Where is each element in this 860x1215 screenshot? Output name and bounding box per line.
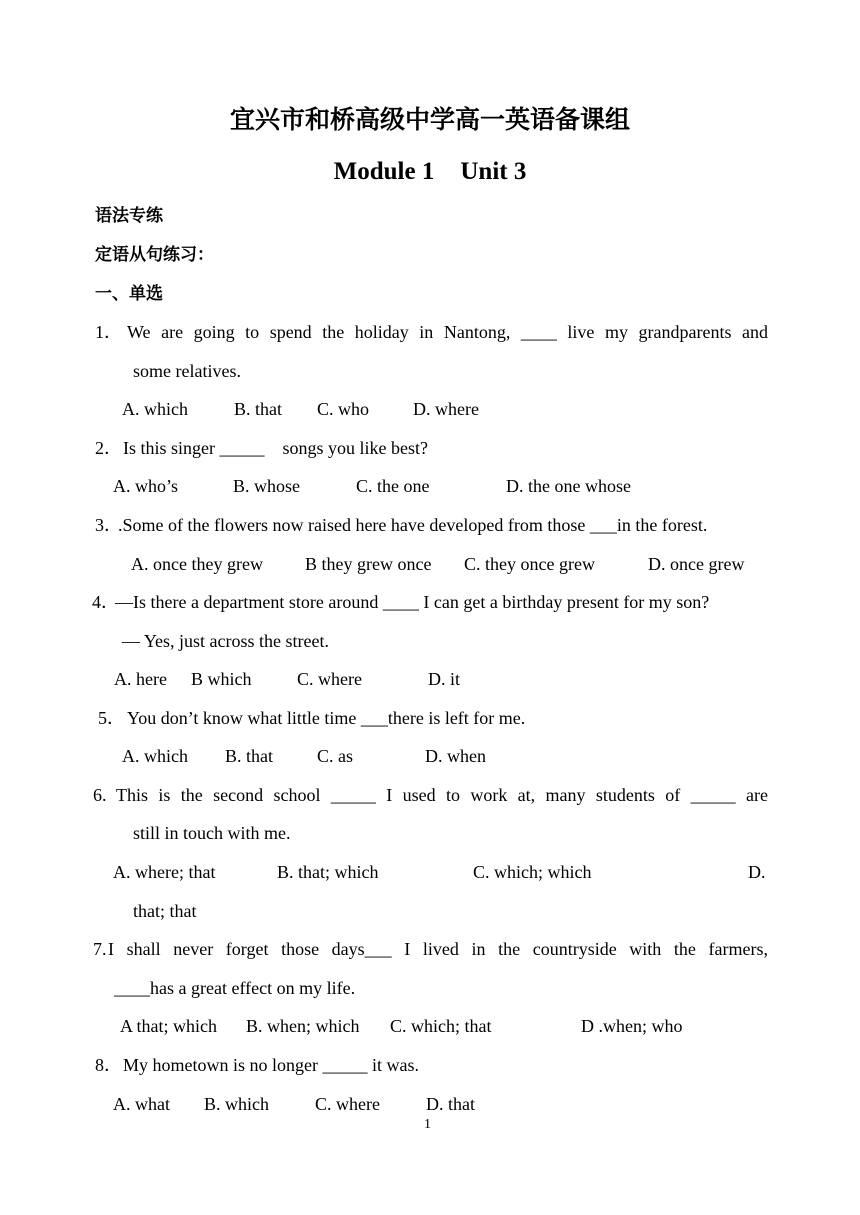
- question-text: This is the second school _____ I used to work at, many students of _____ are: [116, 785, 768, 805]
- option-d: D. it: [428, 669, 461, 689]
- question-number: 6.: [93, 785, 107, 805]
- unit-label: Unit 3: [460, 158, 527, 185]
- module-label: Module 1: [333, 158, 435, 185]
- question-text: .Some of the flowers now raised here have developed from those ___in the forest.: [118, 515, 708, 535]
- question-text-cont: some relatives.: [133, 361, 241, 381]
- option-a: A. where; that: [113, 862, 216, 882]
- module-unit-title: [0, 156, 860, 188]
- question-number: 7.: [93, 939, 107, 959]
- option-c: C. where: [297, 669, 362, 689]
- question-number: 3．: [95, 515, 122, 535]
- option-b: B. that: [234, 399, 282, 419]
- option-a: A. who’s: [113, 476, 179, 496]
- option-b: B. that: [225, 746, 273, 766]
- section-attributive-clause: 定语从句练习：: [95, 245, 214, 265]
- option-c: C. which; which: [473, 862, 592, 882]
- option-c: C. as: [317, 746, 353, 766]
- option-b: B which: [191, 669, 252, 689]
- option-a: A. which: [122, 746, 188, 766]
- option-a: A. which: [122, 399, 188, 419]
- question-number: 2．: [95, 438, 122, 458]
- document-title-cn: 宜兴市和桥高级中学高一英语备课组: [229, 105, 630, 134]
- option-c: C. the one: [356, 476, 430, 496]
- option-d-text: that; that: [133, 901, 197, 921]
- page-number: 1: [424, 1117, 431, 1132]
- option-a: A. what: [113, 1094, 170, 1114]
- question-text-cont: ____has a great effect on my life.: [114, 978, 356, 998]
- option-a: A. here: [114, 669, 167, 689]
- option-d: D .when; who: [581, 1016, 683, 1036]
- option-c: C. they once grew: [464, 554, 595, 574]
- question-text: You don’t know what little time ___there is left for me.: [127, 708, 526, 728]
- option-c: C. where: [315, 1094, 380, 1114]
- question-number: 1．: [95, 322, 122, 342]
- question-text: Is this singer _____ songs you like best?: [123, 438, 428, 458]
- question-text-cont: — Yes, just across the street.: [122, 631, 329, 651]
- option-d: D. where: [413, 399, 479, 419]
- option-b: B they grew once: [305, 554, 432, 574]
- question-text: My hometown is no longer _____ it was.: [123, 1055, 419, 1075]
- option-b: B. whose: [233, 476, 300, 496]
- question-number: 4．: [92, 592, 119, 612]
- question-text: —Is there a department store around ____ I can get a birthday present for my son?: [115, 592, 710, 612]
- option-d: D. that: [426, 1094, 475, 1114]
- question-text: I shall never forget those days___ I lived in the countryside with the farmers,: [108, 939, 768, 959]
- option-d: D. once grew: [648, 554, 745, 574]
- option-c: C. who: [317, 399, 370, 419]
- option-c: C. which; that: [390, 1016, 492, 1036]
- section-grammar: 语法专练: [95, 206, 163, 226]
- option-a: A. once they grew: [131, 554, 263, 574]
- section-single-choice: 一、单选: [95, 284, 163, 304]
- option-b: B. which: [204, 1094, 269, 1114]
- option-d: D. when: [425, 746, 486, 766]
- option-b: B. that; which: [277, 862, 379, 882]
- question-number: 8．: [95, 1055, 122, 1075]
- option-d: D. the one whose: [506, 476, 631, 496]
- question-number: 5．: [98, 708, 125, 728]
- option-b: B. when; which: [246, 1016, 360, 1036]
- question-text: We are going to spend the holiday in Nantong, ____ live my grandparents and: [127, 322, 768, 342]
- question-text-cont: still in touch with me.: [133, 823, 291, 843]
- option-a: A that; which: [120, 1016, 217, 1036]
- option-d: D.: [748, 862, 766, 882]
